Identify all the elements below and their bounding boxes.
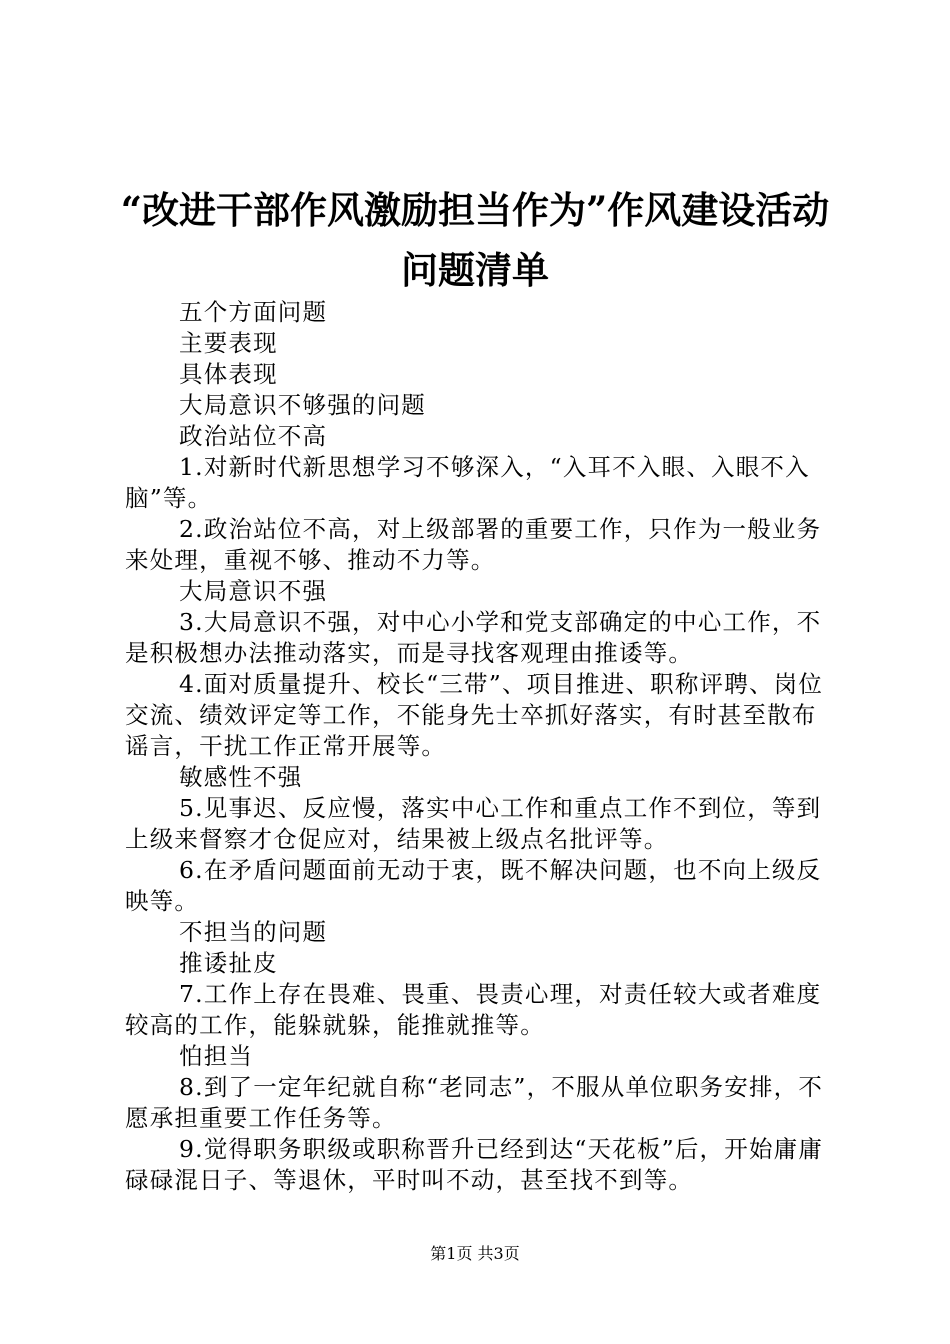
paragraph: 主要表现: [179, 329, 278, 357]
paragraph: 1.对新时代新思想学习不够深入，“入耳不入眼、入眼不入脑”等。: [125, 453, 810, 512]
document-title-line-1: “改进干部作风激励担当作为”作风建设活动: [120, 188, 830, 232]
paragraph: 不担当的问题: [179, 918, 328, 946]
paragraph: 5.见事迟、反应慢，落实中心工作和重点工作不到位，等到上级来督察才仓促应对，结果被上级点名批评等。: [125, 794, 822, 853]
paragraph: 9.觉得职务职级或职称晋升已经到达“天花板”后，开始庸庸碌碌混日子、等退休，平时叫不动，甚至找不到等。: [125, 1135, 824, 1194]
paragraph: 6.在矛盾问题面前无动于衷，既不解决问题，也不向上级反映等。: [125, 856, 822, 915]
page-footer: 第1页 共3页: [430, 1244, 520, 1263]
paragraph: 五个方面问题: [179, 298, 328, 326]
paragraph: 政治站位不高: [179, 422, 328, 450]
paragraph: 2.政治站位不高，对上级部署的重要工作，只作为一般业务来处理，重视不够、推动不力等。: [125, 515, 822, 574]
paragraph: 大局意识不够强的问题: [179, 391, 426, 419]
paragraph: 3.大局意识不强，对中心小学和党支部确定的中心工作，不是积极想办法推动落实，而是寻找客观理由推诿等。: [125, 608, 822, 667]
paragraph: 4.面对质量提升、校长“三带”、项目推进、职称评聘、岗位交流、绩效评定等工作，不能身先士卒抓好落实，有时甚至散布谣言，干扰工作正常开展等。: [125, 670, 824, 760]
document-title-line-2: 问题清单: [401, 248, 549, 292]
paragraph: 8.到了一定年纪就自称“老同志”，不服从单位职务安排，不愿承担重要工作任务等。: [125, 1073, 824, 1132]
paragraph: 具体表现: [179, 360, 278, 388]
paragraph: 推诿扯皮: [179, 949, 278, 977]
paragraph: 敏感性不强: [179, 763, 303, 791]
paragraph: 怕担当: [179, 1042, 254, 1070]
paragraph: 7.工作上存在畏难、畏重、畏责心理，对责任较大或者难度较高的工作，能躲就躲，能推就推等。: [125, 980, 822, 1039]
document-body: [125, 297, 835, 1196]
paragraph: 大局意识不强: [179, 577, 328, 605]
